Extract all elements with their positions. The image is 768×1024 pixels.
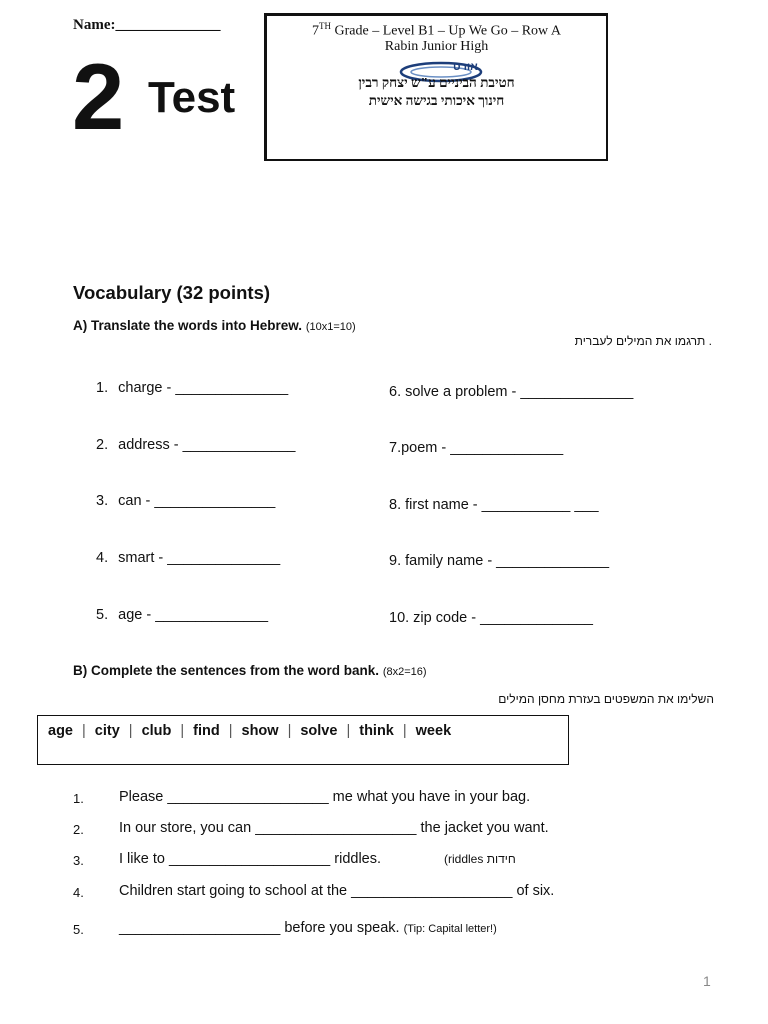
test-number: 2	[72, 44, 123, 149]
sentence-number: 5.	[73, 922, 84, 937]
item-text: can - _______________	[118, 493, 276, 509]
item-text: age - ______________	[118, 607, 269, 623]
item-number: 1.	[96, 380, 109, 396]
page-number: 1	[703, 973, 711, 989]
part-b-hebrew-instruction: השלימו את המשפטים בעזרת מחסן המילים	[498, 692, 714, 706]
item-number: 4.	[96, 550, 109, 566]
vocab-item-2[interactable]	[96, 437, 296, 453]
word-bank-item: age	[48, 723, 73, 739]
tip-note: (Tip: Capital letter!)	[403, 923, 497, 935]
sentence-5[interactable]	[119, 920, 497, 936]
part-a-points: (10x1=10)	[305, 321, 356, 333]
word-separator: |	[228, 723, 233, 739]
name-field-label: Name:______________	[73, 17, 221, 33]
vocab-item-7[interactable]: 7.poem - ______________	[389, 440, 564, 456]
sentence-4[interactable]: Children start going to school at the ____________________ of six.	[119, 883, 555, 899]
word-bank-item: week	[415, 723, 452, 739]
item-text: address - ______________	[118, 437, 296, 453]
part-a-title	[73, 318, 356, 333]
grade-line	[267, 21, 606, 40]
word-bank-item: solve	[300, 723, 338, 739]
word-separator: |	[82, 723, 86, 739]
vocab-item-4[interactable]	[96, 550, 280, 566]
riddles-note: (riddles חידות	[444, 852, 516, 866]
vocab-item-1[interactable]	[96, 380, 288, 396]
word-bank-item: club	[141, 723, 172, 739]
school-header-box	[264, 13, 608, 161]
vocab-item-6[interactable]: 6. solve a problem - ______________	[389, 384, 634, 400]
sentence-number: 3.	[73, 853, 84, 868]
part-a-heading: A) Translate the words into Hebrew.	[73, 318, 303, 333]
test-title: Test	[148, 73, 236, 122]
item-number: 3.	[96, 493, 109, 509]
part-a-hebrew-instruction: . תרגמו את המילים לעברית	[574, 334, 712, 348]
sentence-3[interactable]: I like to ____________________ riddles.	[119, 851, 382, 867]
word-separator: |	[402, 723, 407, 739]
item-number: 2.	[96, 437, 109, 453]
vocab-item-8[interactable]: 8. first name - ___________ ___	[389, 497, 599, 513]
item-text: smart - ______________	[118, 550, 281, 566]
sentence-5-text: ____________________ before you speak.	[119, 920, 400, 936]
word-bank-item: show	[241, 723, 279, 739]
word-separator: |	[287, 723, 292, 739]
sentence-1[interactable]: Please ____________________ me what you have in your bag.	[119, 789, 531, 805]
item-text: charge - ______________	[118, 380, 289, 396]
school-hebrew-name: חטיבת הביניים ע"ש יצחק רבין	[358, 75, 515, 90]
part-b-title	[73, 663, 427, 678]
sentence-2[interactable]: In our store, you can ____________________ the jacket you want.	[119, 820, 549, 836]
vocab-item-5[interactable]	[96, 607, 268, 623]
grade-level-text: Grade – Level B1 – Up We Go – Row A	[334, 23, 561, 39]
grade-suffix: TH	[319, 21, 332, 31]
vocab-item-10[interactable]: 10. zip code - ______________	[389, 610, 593, 626]
word-separator: |	[128, 723, 133, 739]
word-bank-item: find	[193, 723, 220, 739]
word-bank-list	[48, 723, 451, 739]
sentence-number: 1.	[73, 791, 84, 806]
section-title: Vocabulary (32 points)	[73, 282, 271, 303]
word-bank	[37, 715, 569, 765]
school-name: Rabin Junior High	[384, 39, 489, 54]
item-number: 5.	[96, 607, 109, 623]
vocab-item-9[interactable]: 9. family name - ______________	[389, 553, 610, 569]
vocab-item-3[interactable]	[96, 493, 275, 509]
logo-text: אורט	[453, 61, 478, 73]
word-separator: |	[180, 723, 185, 739]
word-bank-item: city	[94, 723, 120, 739]
sentence-number: 4.	[73, 885, 84, 900]
part-b-points: (8x2=16)	[382, 666, 427, 678]
word-bank-item: think	[359, 723, 394, 739]
sentence-number: 2.	[73, 822, 84, 837]
word-separator: |	[346, 723, 351, 739]
part-b-heading: B) Complete the sentences from the word bank.	[73, 663, 380, 678]
grade-number: 7	[312, 23, 320, 39]
school-hebrew-motto: חינוך איכותי בגישה אישית	[368, 93, 505, 108]
